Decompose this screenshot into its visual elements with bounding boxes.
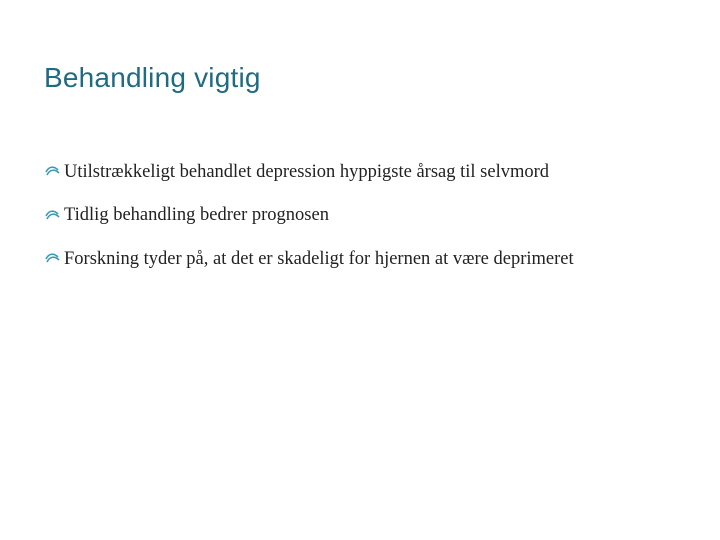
bullet-icon [44,252,62,266]
slide-title: Behandling vigtig [44,62,261,93]
bullet-icon [44,165,62,179]
bullet-list [44,158,704,289]
list-item [44,158,704,186]
list-item [44,202,704,230]
bullet-text: Forskning tyder på, at det er skadeligt for hjernen at være deprimeret [64,248,574,269]
bullet-text: Utilstrækkeligt behandlet depression hyppigste årsag til selvmord [64,161,550,182]
bullet-text: Tidlig behandling bedrer prognosen [64,205,329,225]
list-item [44,245,704,273]
bullet-icon [44,209,62,223]
